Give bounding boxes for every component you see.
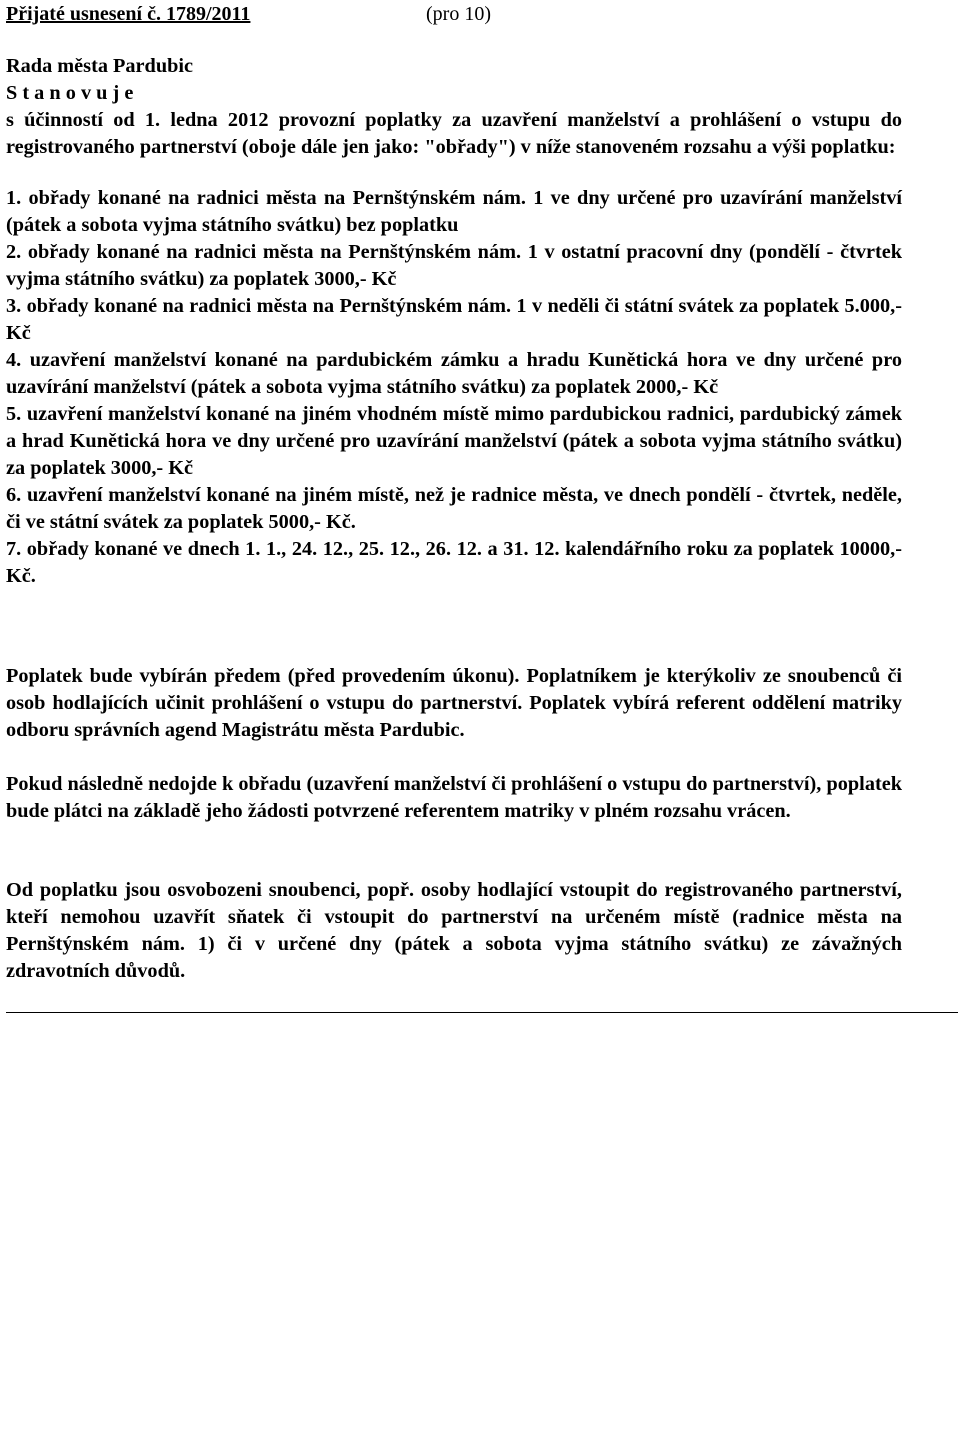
fee-item-5: 5. uzavření manželství konané na jiném vhodném místě mimo pardubickou radnici, pardubický zámek a hrad Kunětická hora ve dny určené pro uzavírání manželství (pátek a sobota vyjma státního svátku) za poplatek 3000,- Kč bbox=[6, 403, 902, 479]
collection-paragraph bbox=[6, 663, 902, 744]
refund-paragraph bbox=[6, 771, 902, 825]
fee-item-6: 6. uzavření manželství konané na jiném místě, než je radnice města, ve dnech pondělí - čtvrtek, neděle, či ve státní svátek za poplatek 5000,- Kč. bbox=[6, 484, 902, 533]
refund-text: Pokud následně nedojde k obřadu (uzavření manželství či prohlášení o vstupu do partnerství), poplatek bude plátci na základě jeho žádosti potvrzené referentem matriky v plném rozsahu vrácen. bbox=[6, 773, 902, 822]
resolution-link[interactable]: Přijaté usnesení č. 1789/2011 bbox=[6, 3, 251, 25]
section-divider bbox=[6, 1012, 958, 1013]
vote-count: (pro 10) bbox=[426, 3, 491, 25]
fee-item-1: 1. obřady konané na radnici města na Pernštýnském nám. 1 ve dny určené pro uzavírání manželství (pátek a sobota vyjma státního svátku) bez poplatku bbox=[6, 187, 902, 236]
resolution-verb: S t a n o v u j e bbox=[6, 82, 134, 104]
collection-text: Poplatek bude vybírán předem (před provedením úkonu). Poplatníkem je kterýkoliv ze snoubenců či osob hodlajících učinit prohlášení o vstupu do partnerství. Poplatek vybírá referent oddělení matriky odboru správních agend Magistrátu města Pardubic. bbox=[6, 665, 902, 741]
resolution-header bbox=[6, 1, 491, 27]
fee-list bbox=[6, 185, 902, 590]
fee-item-4: 4. uzavření manželství konané na pardubickém zámku a hradu Kunětická hora ve dny určené pro uzavírání manželství (pátek a sobota vyjma státního svátku) za poplatek 2000,- Kč bbox=[6, 349, 902, 398]
resolution-preamble bbox=[6, 53, 902, 161]
issuer: Rada města Pardubic bbox=[6, 55, 194, 77]
fee-item-7: 7. obřady konané ve dnech 1. 1., 24. 12., 25. 12., 26. 12. a 31. 12. kalendářního roku za poplatek 10000,- Kč. bbox=[6, 538, 902, 587]
resolution-intro: s účinností od 1. ledna 2012 provozní poplatky za uzavření manželství a prohlášení o vstupu do registrovaného partnerství (oboje dále jen jako: "obřady") v níže stanoveném rozsahu a výši poplatku: bbox=[6, 109, 902, 158]
fee-item-3: 3. obřady konané na radnici města na Pernštýnském nám. 1 v neděli či státní svátek za poplatek 5.000,- Kč bbox=[6, 295, 902, 344]
exemption-paragraph bbox=[6, 877, 902, 985]
fee-item-2: 2. obřady konané na radnici města na Pernštýnském nám. 1 v ostatní pracovní dny (pondělí - čtvrtek vyjma státního svátku) za poplatek 3000,- Kč bbox=[6, 241, 902, 290]
exemption-text: Od poplatku jsou osvobozeni snoubenci, popř. osoby hodlající vstoupit do registrovaného partnerství, kteří nemohou uzavřít sňatek či vstoupit do partnerství na určeném místě (radnice města na Pernštýnském nám. 1) či v určené dny (pátek a sobota vyjma státního svátku) ze závažných zdravotních důvodů. bbox=[6, 879, 902, 982]
